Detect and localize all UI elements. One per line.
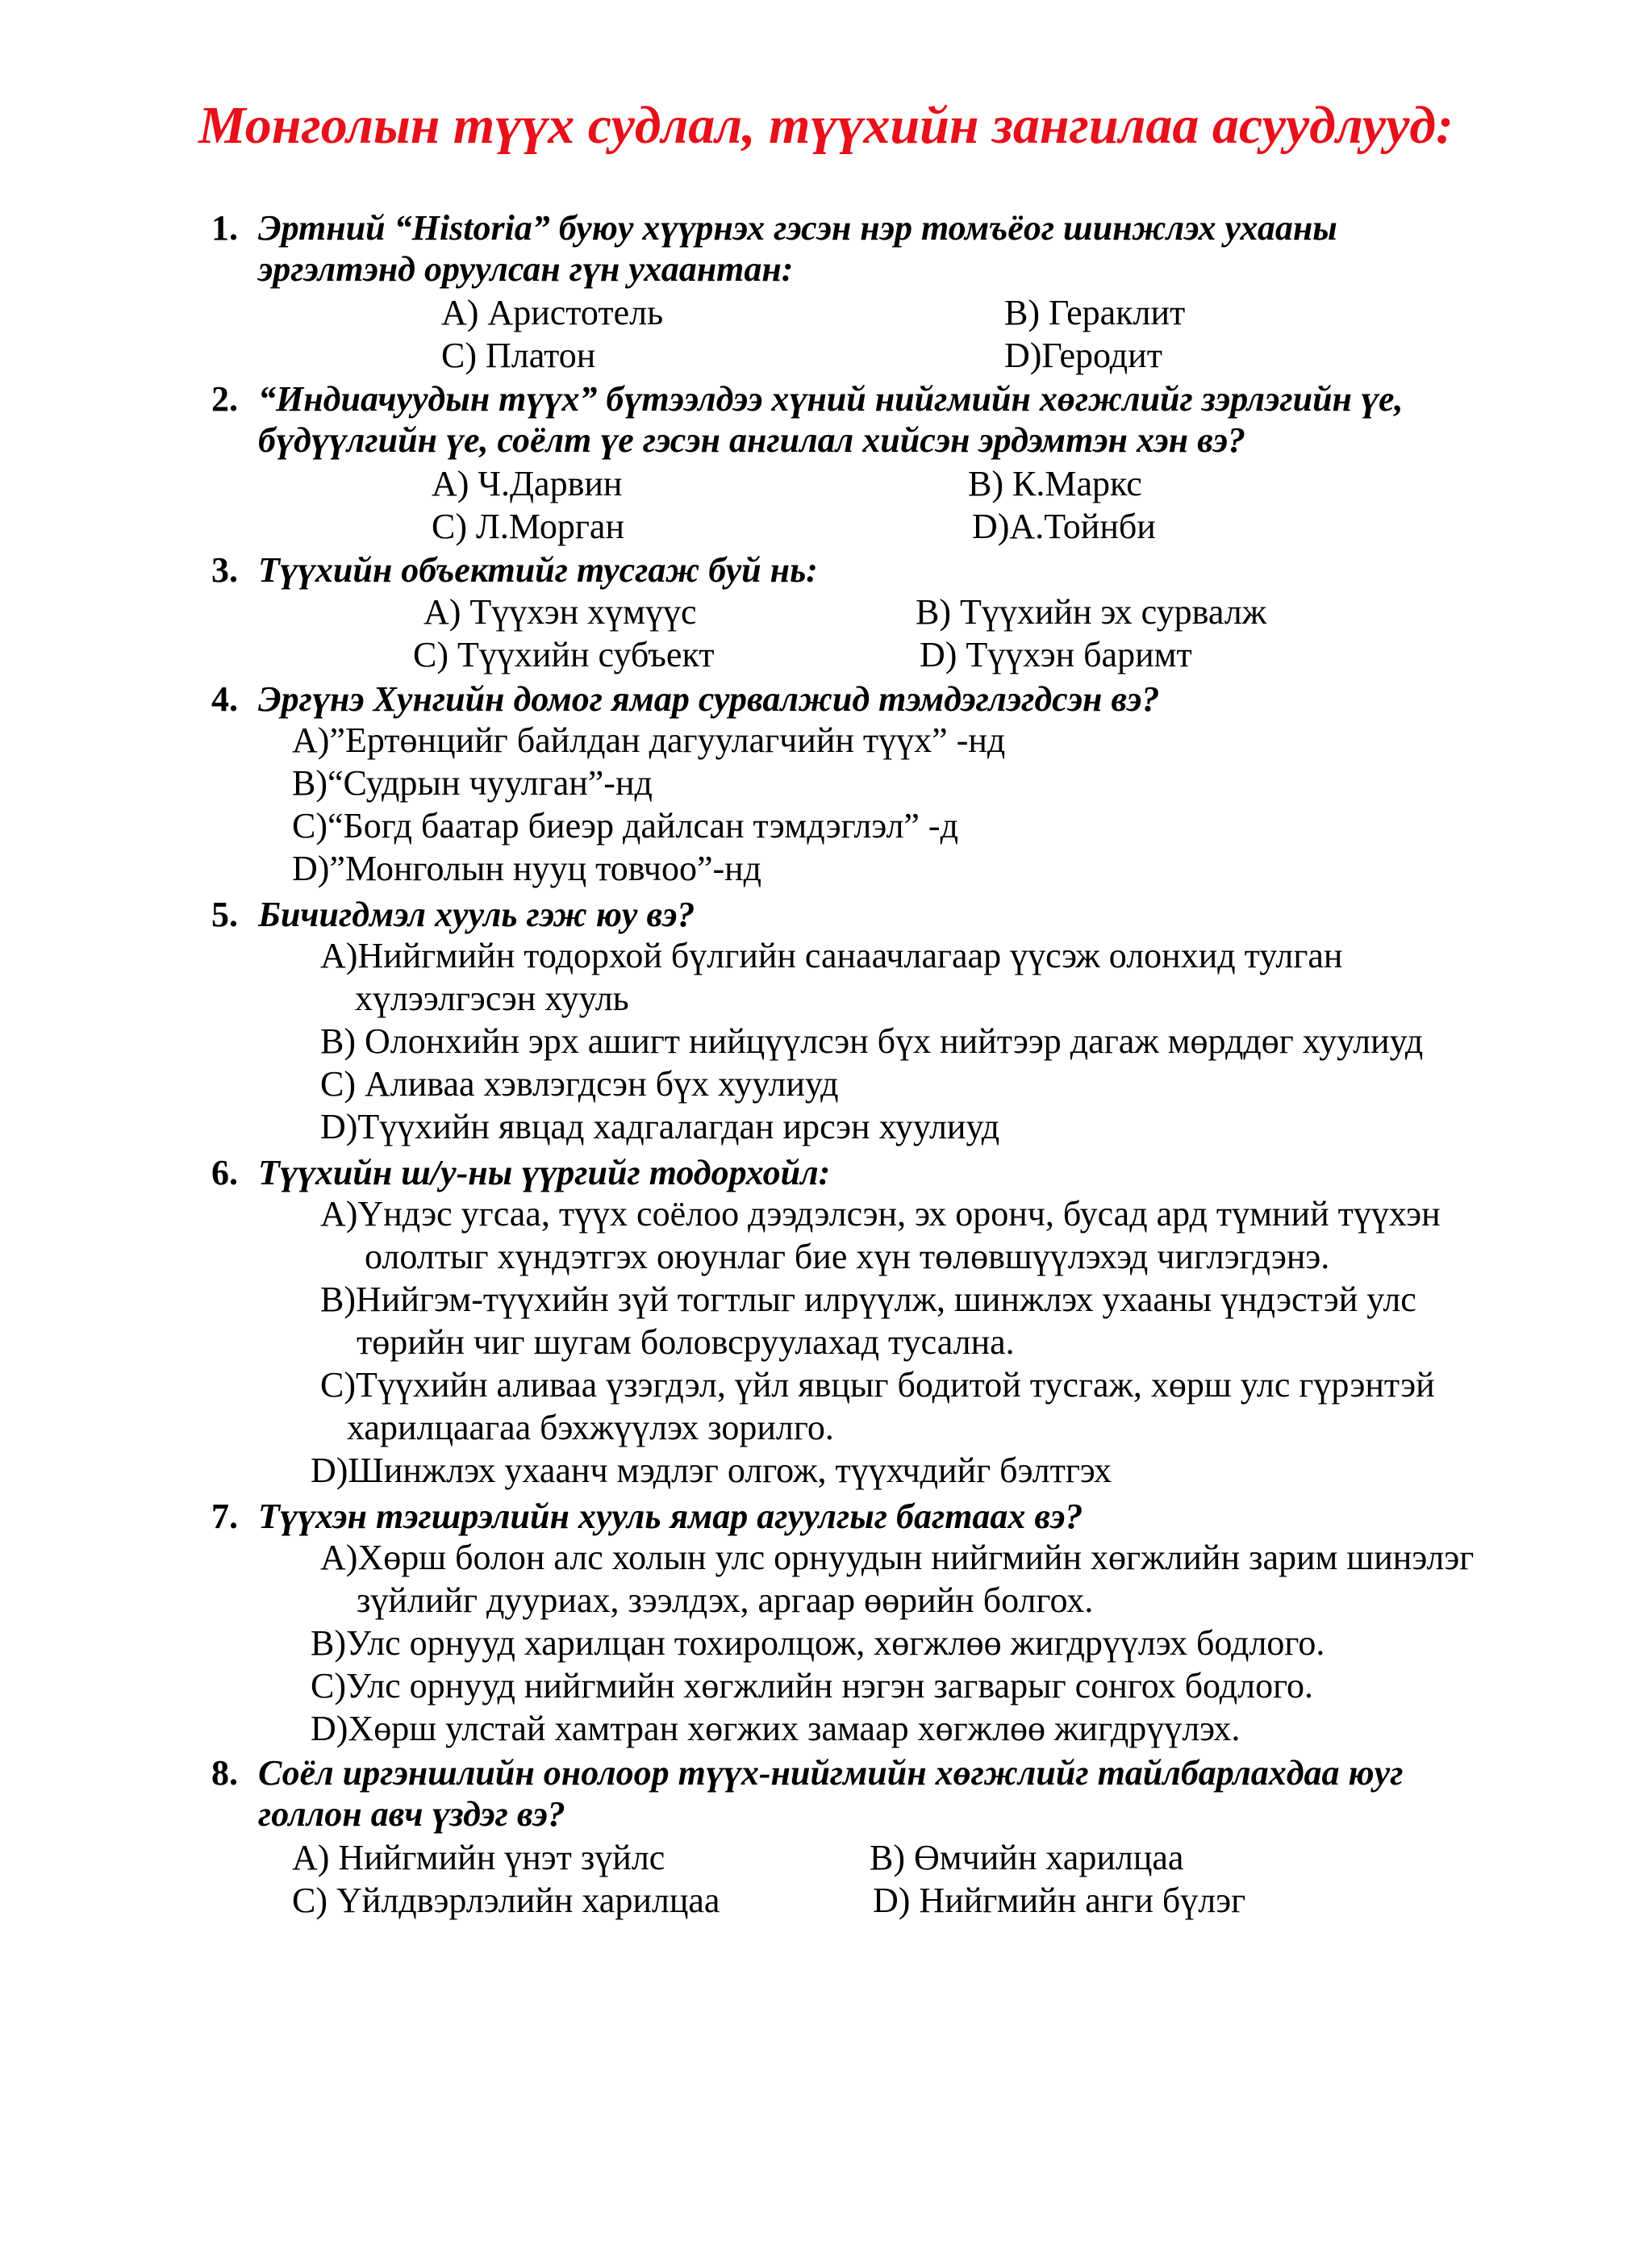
question-text-line: эргэлтэнд оруулсан гүн ухаантан: <box>258 249 794 289</box>
page-title: Монголын түүх судлал, түүхийн зангилаа асуудлууд: <box>198 96 1454 155</box>
question-number: 5. <box>211 895 238 934</box>
answer-option: B)Нийгэм-түүхийн зүй тогтлыг илрүүлж, шинжлэх ухааны үндэстэй улс <box>320 1280 1416 1319</box>
answer-option: C)Улс орнууд нийгмийн хөгжлийн нэгэн загварыг сонгох бодлого. <box>311 1666 1314 1706</box>
answer-option: A) Ч.Дарвин <box>432 464 623 503</box>
answer-option: харилцаагаа бэхжүүлэх зорилго. <box>347 1408 834 1447</box>
answer-option: D) Түүхэн баримт <box>920 635 1192 674</box>
answer-option: B) Гераклит <box>1004 293 1186 332</box>
question-1 <box>211 207 1337 290</box>
answer-option: A)Үндэс угсаа, түүх соёлоо дээдэлсэн, эх оронч, бусад ард түмний түүхэн <box>320 1194 1441 1234</box>
answer-option: C)“Богд баатар биеэр дайлсан тэмдэглэл” -д <box>292 806 958 845</box>
answer-option: C) Түүхийн субъект <box>413 635 715 674</box>
answer-option: C) Аливаа хэвлэгдсэн бүх хуулиуд <box>320 1064 839 1104</box>
answer-option: төрийн чиг шугам боловсруулахад тусална. <box>357 1322 1015 1362</box>
answer-option: A) Түүхэн хүмүүс <box>423 592 697 632</box>
question-2 <box>211 378 1404 461</box>
answer-option: ололтыг хүндэтгэх оюунлаг бие хүн төлөвшүүлэхэд чиглэгдэнэ. <box>365 1237 1330 1276</box>
answer-option: D)Түүхийн явцад хадгалагдан ирсэн хуулиуд <box>320 1107 1000 1146</box>
question-text-line: Түүхийн ш/у-ны үүргийг тодорхойл: <box>258 1153 831 1192</box>
question-5 <box>211 894 695 935</box>
answer-option: A)Хөрш болон алс холын улс орнуудын нийгмийн хөгжлийн зарим шинэлэг <box>320 1538 1475 1577</box>
question-6 <box>211 1152 830 1193</box>
answer-option: D)Шинжлэх ухаанч мэдлэг олгож, түүхчдийг бэлтгэх <box>311 1451 1112 1490</box>
question-text-line: голлон авч үздэг вэ? <box>258 1794 565 1834</box>
answer-option: C) Л.Морган <box>432 507 624 546</box>
answer-option: D)Геродит <box>1004 336 1162 375</box>
question-text-line: “Индиачуудын түүх” бүтээлдээ хүний нийгмийн хөгжлийг зэрлэгийн үе, <box>258 379 1404 419</box>
answer-option: D) Нийгмийн анги бүлэг <box>873 1881 1246 1920</box>
answer-option: A) Нийгмийн үнэт зүйлс <box>292 1838 665 1877</box>
question-text-line: Түүхэн тэгшрэлийн хууль ямар агуулгыг багтаах вэ? <box>258 1497 1083 1536</box>
question-4 <box>211 678 1159 720</box>
answer-option: зүйлийг дууриах, зээлдэх, аргаар өөрийн болгох. <box>357 1580 1094 1620</box>
answer-option: C) Платон <box>441 336 596 375</box>
answer-option: B)Улс орнууд харилцан тохиролцож, хөгжлөө жигдрүүлэх бодлого. <box>311 1623 1325 1663</box>
answer-option: C) Үйлдвэрлэлийн харилцаа <box>292 1881 720 1920</box>
question-number: 3. <box>211 550 238 590</box>
answer-option: C)Түүхийн аливаа үзэгдэл, үйл явцыг бодитой тусгаж, хөрш улс гүрэнтэй <box>320 1365 1435 1405</box>
answer-option: A) Аристотель <box>441 293 664 332</box>
answer-option: D)Хөрш улстай хамтран хөгжих замаар хөгжлөө жигдрүүлэх. <box>311 1709 1241 1748</box>
question-number: 7. <box>211 1497 238 1536</box>
question-text-line: Түүхийн объектийг тусгаж буй нь: <box>258 550 818 590</box>
question-number: 8. <box>211 1753 238 1793</box>
answer-option: хүлээлгэсэн хууль <box>355 979 629 1018</box>
answer-option: B)“Судрын чуулган”-нд <box>292 763 653 803</box>
question-number: 6. <box>211 1153 238 1192</box>
question-text-line: Соёл иргэншлийн онолоор түүх-нийгмийн хөгжлийг тайлбарлахдаа юуг <box>258 1753 1404 1793</box>
question-3 <box>211 549 818 591</box>
answer-option: D)А.Тойнби <box>972 507 1156 546</box>
answer-option: B) Түүхийн эх сурвалж <box>916 592 1267 632</box>
answer-option: B) К.Маркс <box>968 464 1142 503</box>
question-text-line: Эртний “Historia” буюу хүүрнэх гэсэн нэр томъёог шинжлэх ухааны <box>258 208 1337 248</box>
question-text-line: Бичигдмэл хууль гэж юу вэ? <box>258 895 695 934</box>
question-number: 4. <box>211 679 238 719</box>
question-8 <box>211 1752 1403 1835</box>
question-7 <box>211 1496 1083 1537</box>
answer-option: A)”Ертөнцийг байлдан дагуулагчийн түүх” -нд <box>292 720 1006 760</box>
answer-option: B) Өмчийн харилцаа <box>870 1838 1184 1877</box>
question-text-line: бүдүүлгийн үе, соёлт үе гэсэн ангилал хийсэн эрдэмтэн хэн вэ? <box>258 420 1246 460</box>
answer-option: D)”Монголын нууц товчоо”-нд <box>292 849 762 888</box>
question-number: 2. <box>211 379 238 419</box>
answer-option: A)Нийгмийн тодорхой бүлгийн санаачлагаар үүсэж олонхид тулган <box>320 936 1343 975</box>
question-number: 1. <box>211 208 238 248</box>
answer-option: B) Олонхийн эрх ашигт нийцүүлсэн бүх нийтээр дагаж мөрддөг хуулиуд <box>320 1021 1424 1061</box>
question-text-line: Эргүнэ Хунгийн домог ямар сурвалжид тэмдэглэгдсэн вэ? <box>258 679 1160 719</box>
